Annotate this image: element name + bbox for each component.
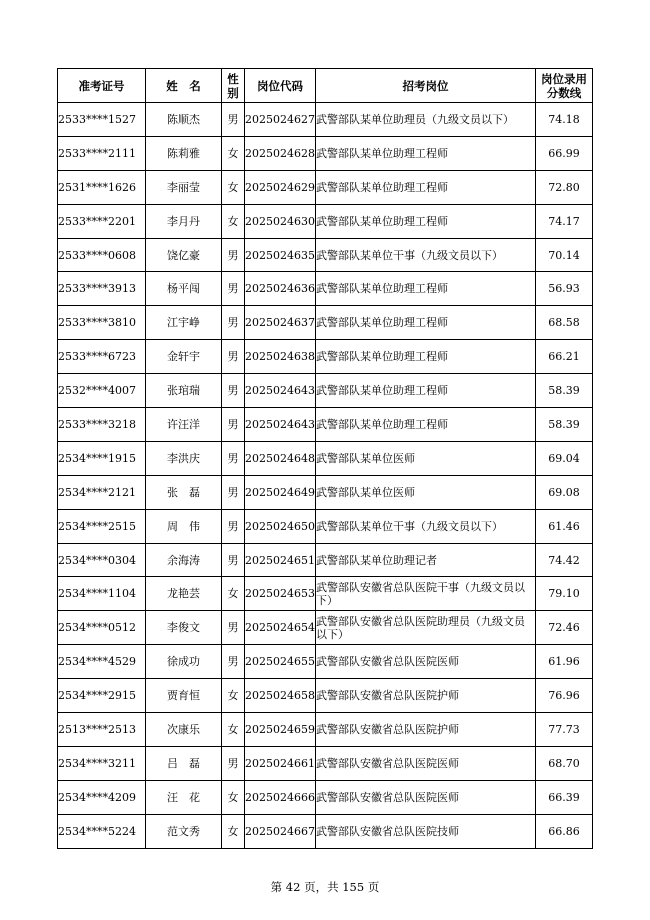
page-footer: 第 42 页，共 155 页 bbox=[270, 880, 380, 894]
cell-score: 56.93 bbox=[536, 272, 593, 306]
header-exam-id: 准考证号 bbox=[58, 69, 146, 103]
cell-score: 76.96 bbox=[536, 679, 593, 713]
cell-exam-id: 2534****3211 bbox=[58, 746, 146, 780]
cell-score: 74.42 bbox=[536, 543, 593, 577]
table-row bbox=[58, 746, 593, 780]
cell-post: 武警部队安徽省总队医院护师 bbox=[316, 679, 536, 713]
cell-name: 许汪洋 bbox=[146, 408, 222, 442]
cell-exam-id: 2531****1626 bbox=[58, 170, 146, 204]
cell-post: 武警部队某单位助理工程师 bbox=[316, 170, 536, 204]
cell-name: 次康乐 bbox=[146, 713, 222, 747]
cell-post-code: 2025024648 bbox=[245, 441, 316, 475]
cell-post: 武警部队安徽省总队医院医师 bbox=[316, 780, 536, 814]
cell-sex: 女 bbox=[222, 204, 245, 238]
cell-post-code: 2025024638 bbox=[245, 340, 316, 374]
cell-exam-id: 2534****0304 bbox=[58, 543, 146, 577]
cell-score: 70.14 bbox=[536, 238, 593, 272]
cell-sex: 女 bbox=[222, 814, 245, 848]
cell-name: 张琯瑞 bbox=[146, 374, 222, 408]
cell-score: 58.39 bbox=[536, 374, 593, 408]
cell-post-code: 2025024653 bbox=[245, 577, 316, 611]
cell-post-code: 2025024651 bbox=[245, 543, 316, 577]
cell-score: 61.46 bbox=[536, 509, 593, 543]
cell-score: 79.10 bbox=[536, 577, 593, 611]
cell-exam-id: 2534****2121 bbox=[58, 475, 146, 509]
table-row bbox=[58, 272, 593, 306]
cell-sex: 男 bbox=[222, 408, 245, 442]
cell-post: 武警部队某单位助理工程师 bbox=[316, 340, 536, 374]
header-post-code: 岗位代码 bbox=[245, 69, 316, 103]
cell-sex: 男 bbox=[222, 374, 245, 408]
cell-post: 武警部队某单位干事（九级文员以下） bbox=[316, 509, 536, 543]
cell-score: 66.21 bbox=[536, 340, 593, 374]
cell-post: 武警部队安徽省总队医院干事（九级文员以下） bbox=[316, 577, 536, 611]
cell-score: 66.99 bbox=[536, 136, 593, 170]
cell-name: 金轩宇 bbox=[146, 340, 222, 374]
table-row bbox=[58, 645, 593, 679]
cell-exam-id: 2533****2111 bbox=[58, 136, 146, 170]
cell-sex: 男 bbox=[222, 340, 245, 374]
table-row bbox=[58, 170, 593, 204]
cell-post: 武警部队某单位助理员（九级文员以下） bbox=[316, 103, 536, 137]
cell-post-code: 2025024650 bbox=[245, 509, 316, 543]
cell-post-code: 2025024654 bbox=[245, 611, 316, 645]
cell-name: 陈顺杰 bbox=[146, 103, 222, 137]
cell-sex: 男 bbox=[222, 475, 245, 509]
cell-score: 66.86 bbox=[536, 814, 593, 848]
cell-name: 余海涛 bbox=[146, 543, 222, 577]
table-row bbox=[58, 374, 593, 408]
cell-name: 龙艳芸 bbox=[146, 577, 222, 611]
table-row bbox=[58, 306, 593, 340]
cell-post-code: 2025024661 bbox=[245, 746, 316, 780]
cell-post: 武警部队某单位医师 bbox=[316, 441, 536, 475]
cell-score: 74.18 bbox=[536, 103, 593, 137]
table-row bbox=[58, 780, 593, 814]
cell-exam-id: 2533****6723 bbox=[58, 340, 146, 374]
cell-post-code: 2025024666 bbox=[245, 780, 316, 814]
cell-post: 武警部队某单位助理工程师 bbox=[316, 408, 536, 442]
header-sex: 性别 bbox=[222, 69, 245, 103]
table-row bbox=[58, 340, 593, 374]
cell-score: 68.70 bbox=[536, 746, 593, 780]
cell-post-code: 2025024643 bbox=[245, 374, 316, 408]
table-row bbox=[58, 543, 593, 577]
cell-sex: 男 bbox=[222, 645, 245, 679]
cell-sex: 男 bbox=[222, 272, 245, 306]
table-row bbox=[58, 204, 593, 238]
cell-exam-id: 2533****3218 bbox=[58, 408, 146, 442]
cell-sex: 女 bbox=[222, 679, 245, 713]
cell-score: 61.96 bbox=[536, 645, 593, 679]
cell-exam-id: 2533****3913 bbox=[58, 272, 146, 306]
cell-sex: 女 bbox=[222, 170, 245, 204]
cell-name: 吕 磊 bbox=[146, 746, 222, 780]
header-name: 姓 名 bbox=[146, 69, 222, 103]
cell-post-code: 2025024627 bbox=[245, 103, 316, 137]
cell-exam-id: 2532****4007 bbox=[58, 374, 146, 408]
table-row bbox=[58, 679, 593, 713]
header-post: 招考岗位 bbox=[316, 69, 536, 103]
cell-name: 李洪庆 bbox=[146, 441, 222, 475]
table-header-row bbox=[58, 69, 593, 103]
cell-name: 杨平闯 bbox=[146, 272, 222, 306]
cell-exam-id: 2534****0512 bbox=[58, 611, 146, 645]
cell-post-code: 2025024667 bbox=[245, 814, 316, 848]
cell-sex: 男 bbox=[222, 509, 245, 543]
table-row bbox=[58, 509, 593, 543]
table-row bbox=[58, 441, 593, 475]
cell-score: 58.39 bbox=[536, 408, 593, 442]
table-row bbox=[58, 238, 593, 272]
cell-name: 江宇峥 bbox=[146, 306, 222, 340]
cell-name: 徐成功 bbox=[146, 645, 222, 679]
table-row bbox=[58, 136, 593, 170]
cell-name: 汪 花 bbox=[146, 780, 222, 814]
cell-score: 68.58 bbox=[536, 306, 593, 340]
table-row bbox=[58, 577, 593, 611]
header-score: 岗位录用分数线 bbox=[536, 69, 593, 103]
cell-post: 武警部队安徽省总队医院技师 bbox=[316, 814, 536, 848]
cell-post-code: 2025024637 bbox=[245, 306, 316, 340]
cell-exam-id: 2534****1915 bbox=[58, 441, 146, 475]
cell-exam-id: 2533****1527 bbox=[58, 103, 146, 137]
cell-post-code: 2025024643 bbox=[245, 408, 316, 442]
table-row bbox=[58, 814, 593, 848]
cell-post: 武警部队某单位干事（九级文员以下） bbox=[316, 238, 536, 272]
cell-name: 李月丹 bbox=[146, 204, 222, 238]
cell-post: 武警部队某单位医师 bbox=[316, 475, 536, 509]
cell-post-code: 2025024655 bbox=[245, 645, 316, 679]
cell-sex: 男 bbox=[222, 238, 245, 272]
cell-score: 77.73 bbox=[536, 713, 593, 747]
table-row bbox=[58, 475, 593, 509]
cell-sex: 女 bbox=[222, 136, 245, 170]
cell-sex: 男 bbox=[222, 543, 245, 577]
cell-score: 69.04 bbox=[536, 441, 593, 475]
cell-exam-id: 2534****2915 bbox=[58, 679, 146, 713]
cell-post-code: 2025024628 bbox=[245, 136, 316, 170]
cell-post-code: 2025024635 bbox=[245, 238, 316, 272]
cell-sex: 女 bbox=[222, 780, 245, 814]
cell-name: 李丽莹 bbox=[146, 170, 222, 204]
cell-post: 武警部队某单位助理记者 bbox=[316, 543, 536, 577]
cell-sex: 男 bbox=[222, 746, 245, 780]
cell-score: 66.39 bbox=[536, 780, 593, 814]
cell-post: 武警部队某单位助理工程师 bbox=[316, 272, 536, 306]
cell-name: 李俊文 bbox=[146, 611, 222, 645]
cell-exam-id: 2533****3810 bbox=[58, 306, 146, 340]
cell-post-code: 2025024630 bbox=[245, 204, 316, 238]
cell-name: 贾育恒 bbox=[146, 679, 222, 713]
cell-exam-id: 2534****4529 bbox=[58, 645, 146, 679]
cell-exam-id: 2534****1104 bbox=[58, 577, 146, 611]
cell-post: 武警部队某单位助理工程师 bbox=[316, 306, 536, 340]
cell-post: 武警部队安徽省总队医院医师 bbox=[316, 645, 536, 679]
cell-exam-id: 2534****4209 bbox=[58, 780, 146, 814]
results-table bbox=[57, 68, 593, 849]
cell-post: 武警部队某单位助理工程师 bbox=[316, 204, 536, 238]
cell-sex: 男 bbox=[222, 611, 245, 645]
cell-post: 武警部队安徽省总队医院助理员（九级文员以下） bbox=[316, 611, 536, 645]
cell-score: 72.80 bbox=[536, 170, 593, 204]
cell-exam-id: 2534****5224 bbox=[58, 814, 146, 848]
cell-name: 饶亿豪 bbox=[146, 238, 222, 272]
cell-name: 周 伟 bbox=[146, 509, 222, 543]
cell-sex: 女 bbox=[222, 577, 245, 611]
cell-score: 72.46 bbox=[536, 611, 593, 645]
cell-post-code: 2025024636 bbox=[245, 272, 316, 306]
cell-sex: 男 bbox=[222, 441, 245, 475]
table-row bbox=[58, 713, 593, 747]
cell-exam-id: 2534****2515 bbox=[58, 509, 146, 543]
cell-sex: 男 bbox=[222, 306, 245, 340]
cell-post: 武警部队某单位助理工程师 bbox=[316, 136, 536, 170]
cell-exam-id: 2533****2201 bbox=[58, 204, 146, 238]
cell-name: 陈莉雅 bbox=[146, 136, 222, 170]
cell-post-code: 2025024649 bbox=[245, 475, 316, 509]
cell-post-code: 2025024629 bbox=[245, 170, 316, 204]
cell-post-code: 2025024659 bbox=[245, 713, 316, 747]
table-row bbox=[58, 611, 593, 645]
cell-post: 武警部队某单位助理工程师 bbox=[316, 374, 536, 408]
cell-sex: 男 bbox=[222, 103, 245, 137]
cell-post: 武警部队安徽省总队医院护师 bbox=[316, 713, 536, 747]
cell-post-code: 2025024658 bbox=[245, 679, 316, 713]
cell-exam-id: 2513****2513 bbox=[58, 713, 146, 747]
cell-sex: 女 bbox=[222, 713, 245, 747]
cell-score: 69.08 bbox=[536, 475, 593, 509]
table-row bbox=[58, 408, 593, 442]
cell-post: 武警部队安徽省总队医院医师 bbox=[316, 746, 536, 780]
cell-exam-id: 2533****0608 bbox=[58, 238, 146, 272]
cell-score: 74.17 bbox=[536, 204, 593, 238]
cell-name: 范文秀 bbox=[146, 814, 222, 848]
cell-name: 张 磊 bbox=[146, 475, 222, 509]
table-row bbox=[58, 103, 593, 137]
